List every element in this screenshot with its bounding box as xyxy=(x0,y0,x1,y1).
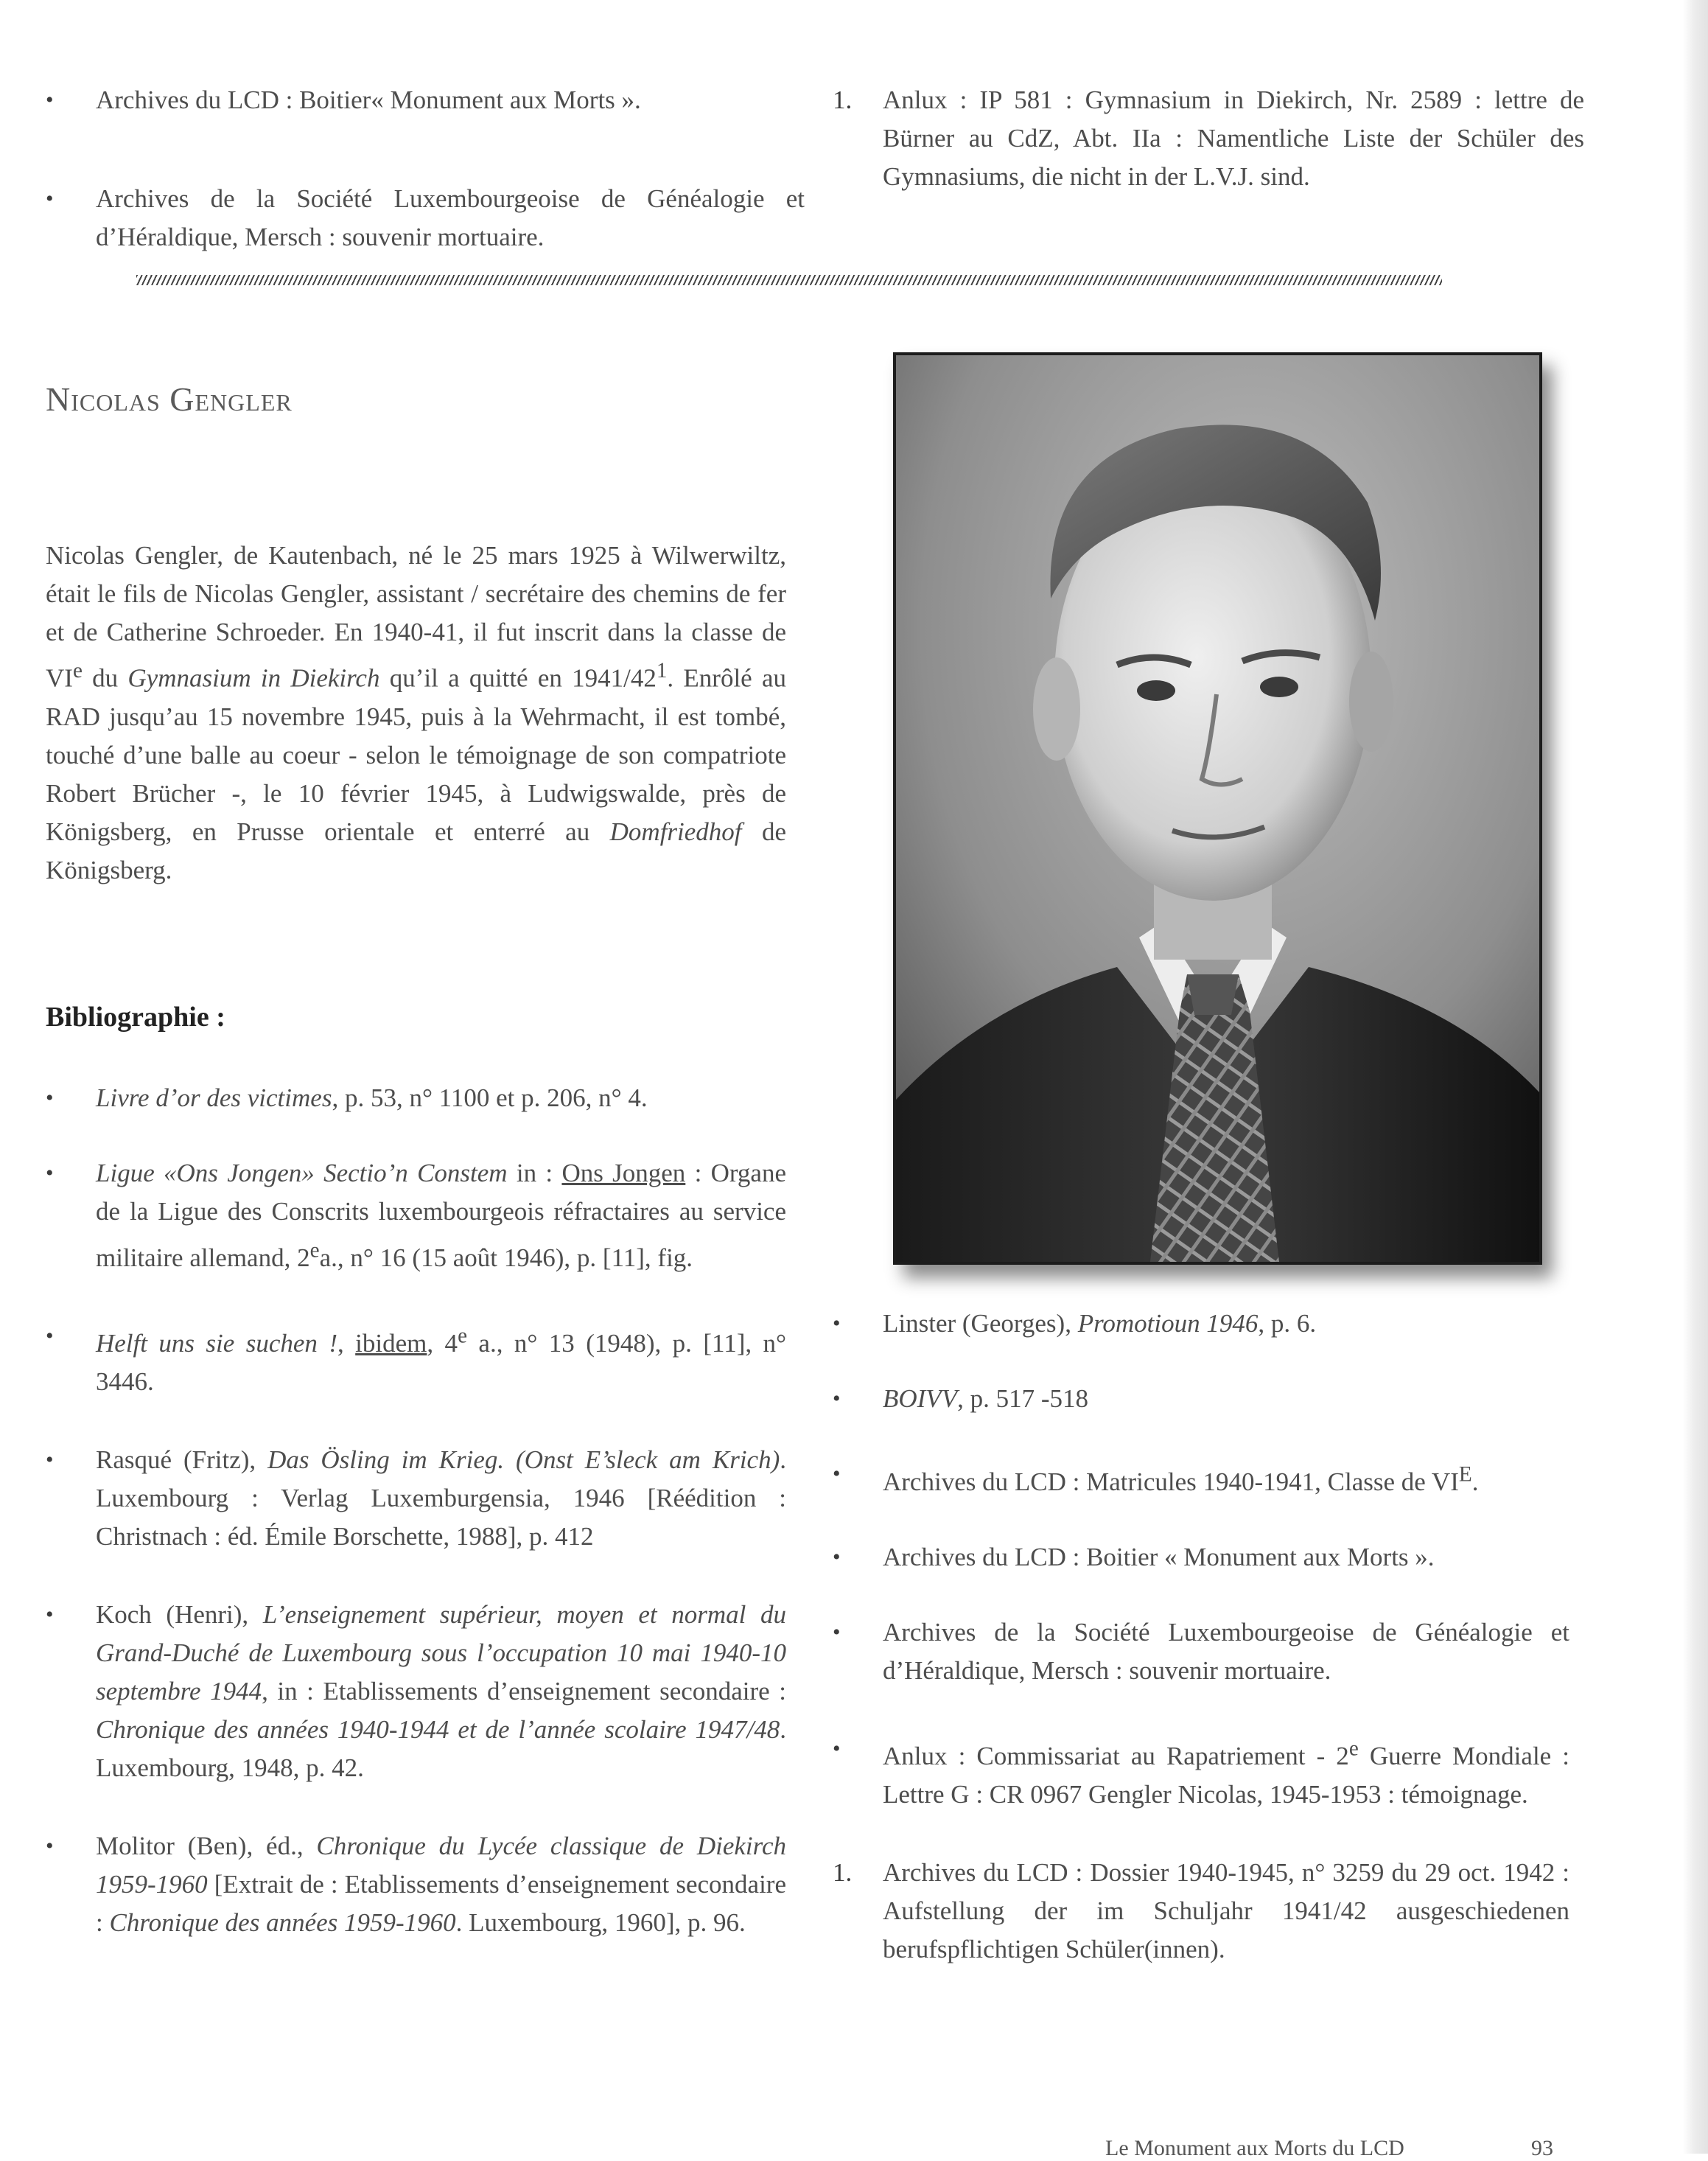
list-item-text: Archives de la Société Luxembourgeoise de Généalogie et d’Héraldique, Mersch : souvenir mortuaire. xyxy=(96,184,805,251)
list-item-text: Helft uns sie suchen !, ibidem, 4e a., n° 13 (1948), p. [11], n° 3446. xyxy=(96,1324,787,1397)
bullet-marker: • xyxy=(46,1086,54,1110)
list-item-text: Linster (Georges), Promotioun 1946, p. 6. xyxy=(883,1309,1317,1338)
list-item xyxy=(833,81,1584,196)
bullet-marker: • xyxy=(833,1544,841,1569)
portrait-photo xyxy=(893,352,1542,1265)
page-number: 93 xyxy=(1531,2136,1553,2160)
running-title: Le Monument aux Morts du LCD xyxy=(1105,2136,1404,2160)
note-number: 1. xyxy=(833,85,853,114)
page-footer xyxy=(1105,2136,1553,2161)
bullet-marker: • xyxy=(46,88,54,112)
section-divider xyxy=(136,275,1442,285)
bullet-marker: • xyxy=(46,1834,54,1859)
list-item xyxy=(46,1827,786,1942)
list-item xyxy=(46,1441,786,1556)
bullet-marker: • xyxy=(46,1323,54,1348)
bullet-marker: • xyxy=(46,186,54,211)
top-right-column xyxy=(833,81,1584,196)
bullet-marker: • xyxy=(833,1386,841,1411)
list-item xyxy=(833,1455,1569,1501)
list-item xyxy=(46,180,805,256)
bullet-marker: • xyxy=(833,1619,841,1644)
list-item-text: BOIVV, p. 517 -518 xyxy=(883,1384,1088,1413)
bullet-marker: • xyxy=(46,1161,54,1185)
note-number: 1. xyxy=(833,1858,853,1888)
bibliography-right-column xyxy=(833,1305,1569,1969)
list-item xyxy=(833,1538,1569,1577)
bullet-marker: • xyxy=(833,1311,841,1336)
top-left-list xyxy=(46,81,805,256)
article-title: Nicolas Gengler xyxy=(46,380,293,418)
list-item-text: Archives du LCD : Boitier« Monument aux Morts ». xyxy=(96,85,641,114)
list-item xyxy=(833,1613,1569,1690)
list-item-text: Archives du LCD : Boitier « Monument aux Morts ». xyxy=(883,1542,1435,1571)
bibliography-list-left xyxy=(46,1079,786,1942)
list-item-text: Molitor (Ben), éd., Chronique du Lycée classique de Diekirch 1959-1960 [Extrait de : Etablissements d’enseignement secondaire : Chronique des années 1959-1960. Luxembourg, 1960], p. 96. xyxy=(96,1832,786,1938)
list-item-text: Archives de la Société Luxembourgeoise de Généalogie et d’Héraldique, Mersch : souvenir mortuaire. xyxy=(883,1617,1569,1685)
bullet-marker: • xyxy=(833,1736,841,1761)
list-item xyxy=(46,1317,786,1402)
list-item-text: Anlux : Commissariat au Rapatriement - 2e Guerre Mondiale : Lettre G : CR 0967 Gengler Nicolas, 1945-1953 : témoignage. xyxy=(883,1736,1569,1809)
list-item xyxy=(46,1079,786,1117)
bibliography-list-right xyxy=(833,1305,1569,1969)
list-item xyxy=(833,1380,1569,1418)
bibliography-left-column xyxy=(46,1079,786,1942)
bullet-marker: • xyxy=(46,1602,54,1627)
top-right-notes xyxy=(833,81,1584,196)
bibliography-heading: Bibliographie : xyxy=(46,1002,225,1033)
list-item xyxy=(833,1854,1569,1969)
top-left-column xyxy=(46,81,805,256)
list-item xyxy=(833,1730,1569,1815)
list-item-text: Rasqué (Fritz), Das Ösling im Krieg. (Onst E’sleck am Krich). Luxembourg : Verlag Luxemburgensia, 1946 [Réédition : Christnach : éd. Émile Borschette, 1988], p. 412 xyxy=(96,1445,786,1551)
list-item xyxy=(833,1305,1569,1343)
biography-paragraph: Nicolas Gengler, de Kautenbach, né le 25 mars 1925 à Wilwerwiltz, était le fils de Nicolas Gengler, assistant / secrétaire des chemins de fer et de Catherine Schroeder. En 1940-41, il fut inscrit dans la classe de VIe du Gymnasium in Diekirch qu’il a quitté en $1941/42^1$. Enrôlé au RAD jusqu’au 15 novembre 1945, puis à la Wehrmacht, il est tombé, touché d’une balle au coeur - selon le témoignage de son compatriote Robert Brücher -, le 10 février 1945, à Ludwigswalde, près de Königsberg, en Prusse orientale et enterré au Domfriedhof de Königsberg. xyxy=(46,541,786,884)
bullet-marker: • xyxy=(46,1448,54,1473)
list-item xyxy=(46,1154,786,1277)
list-item-text: Livre d’or des victimes, p. 53, n° 1100 et p. 206, n° 4. xyxy=(96,1083,648,1112)
list-item-text: Koch (Henri), L’enseignement supérieur, moyen et normal du Grand-Duché de Luxembourg sous l’occupation 10 mai 1940-10 septembre 1944, in : Etablissements d’enseignement secondaire : Chronique des années 1940-1944 et de l’année scolaire 1947/48. Luxembourg, 1948, p. 42. xyxy=(96,1600,786,1783)
list-item-text: Archives du LCD : Matricules 1940-1941, Classe de $VI^E$. xyxy=(883,1462,1479,1496)
page-edge-shadow xyxy=(1683,0,1708,2154)
list-item-text: Anlux : IP 581 : Gymnasium in Diekirch, Nr. 2589 : lettre de Bürner au CdZ, Abt. IIa : Namentliche Liste der Schüler des Gymnasiums, die nicht in der L.V.J. sind. xyxy=(883,85,1584,191)
list-item xyxy=(46,81,805,119)
list-item xyxy=(46,1596,786,1787)
list-item-text: Ligue «Ons Jongen» Sectio’n Constem in : Ons Jongen : Organe de la Ligue des Conscrits luxembourgeois réfractaires au service militaire allemand, 2ea., n° 16 (15 août 1946), p. [11], fig. xyxy=(96,1159,786,1272)
bullet-marker: • xyxy=(833,1462,841,1486)
list-item-text: Archives du LCD : Dossier 1940-1945, n° 3259 du 29 oct. 1942 : Aufstellung der im Schuljahr 1941/42 ausgeschiedenen berufspflichtigen Schüler(innen). xyxy=(883,1858,1569,1964)
portrait-image xyxy=(896,355,1539,1262)
